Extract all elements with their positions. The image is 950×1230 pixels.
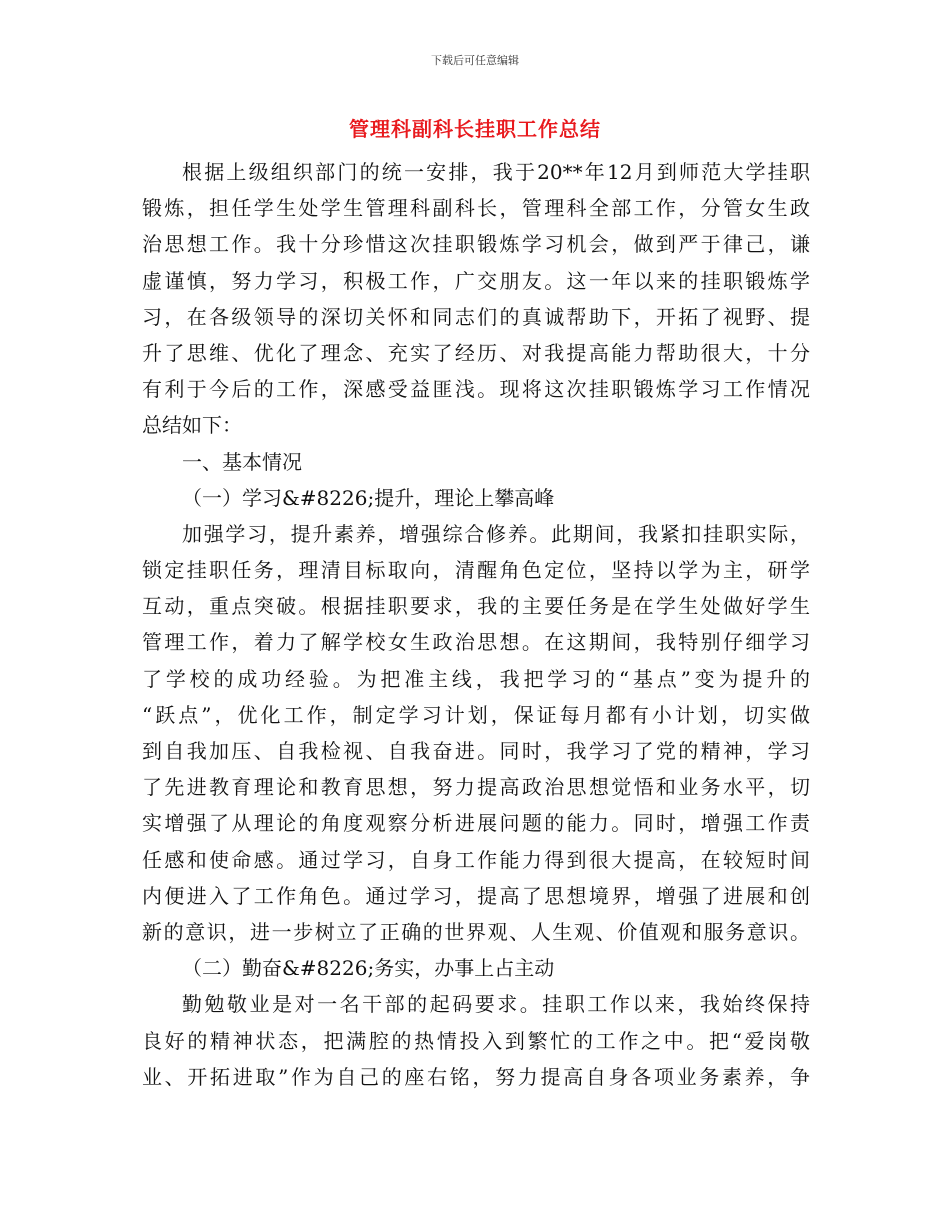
text-line: 虚谨慎，努力学习，积极工作，广交朋友。这一年以来的挂职锻炼学 — [142, 268, 810, 293]
text-line: 加强学习，提升素养，增强综合修养。此期间，我紧扣挂职实际， — [182, 521, 810, 546]
text-line: 业、开拓进取”作为自己的座右铭，努力提高自身各项业务素养，争 — [142, 1064, 810, 1089]
subsection-heading: （二）勤奋&#8226;务实，办事上占主动 — [182, 956, 555, 981]
text-line: 根据上级组织部门的统一安排，我于20**年12月到师范大学挂职 — [182, 160, 810, 184]
text-line: 了先进教育理论和教育思想，努力提高政治思想觉悟和业务水平，切 — [142, 775, 810, 800]
text-line: 互动，重点突破。根据挂职要求，我的主要任务是在学生处做好学生 — [142, 594, 810, 619]
text-line: 到自我加压、自我检视、自我奋进。同时，我学习了党的精神，学习 — [142, 739, 810, 763]
text-line: 内便进入了工作角色。通过学习，提高了思想境界，增强了进展和创 — [142, 883, 810, 908]
text-line: 治思想工作。我十分珍惜这次挂职锻炼学习机会，做到严于律己，谦 — [142, 232, 810, 257]
text-line: 管理工作，着力了解学校女生政治思想。在这期间，我特别仔细学习 — [142, 630, 810, 655]
header-note: 下载后可任意编辑 — [431, 54, 519, 67]
text-line: 锻炼，担任学生处学生管理科副科长，管理科全部工作，分管女生政 — [142, 196, 810, 221]
text-line: 习，在各级领导的深切关怀和同志们的真诚帮助下，开拓了视野、提 — [142, 304, 810, 329]
text-line: 有利于今后的工作，深感受益匪浅。现将这次挂职锻炼学习工作情况 — [142, 377, 810, 402]
text-line: 实增强了从理论的角度观察分析进展问题的能力。同时，增强工作责 — [142, 811, 810, 836]
text-line: 升了思维、优化了理念、充实了经历、对我提高能力帮助很大，十分 — [142, 340, 810, 365]
text-line: “跃点”，优化工作，制定学习计划，保证每月都有小计划，切实做 — [142, 702, 810, 727]
text-line: 良好的精神状态，把满腔的热情投入到繁忙的工作之中。把“爱岗敬 — [142, 1028, 810, 1053]
section-heading: 一、基本情况 — [182, 449, 302, 474]
text-line: 锁定挂职任务，理清目标取向，清醒角色定位，坚持以学为主，研学 — [142, 558, 810, 583]
text-line: 总结如下： — [142, 413, 242, 438]
document-body — [142, 154, 810, 1095]
document-title: 管理科副科长挂职工作总结 — [349, 117, 601, 141]
text-line: 勤勉敬业是对一名干部的起码要求。挂职工作以来，我始终保持 — [182, 992, 810, 1017]
subsection-heading: （一）学习&#8226;提升，理论上攀高峰 — [182, 485, 555, 510]
text-line: 了学校的成功经验。为把准主线，我把学习的“基点”变为提升的 — [142, 666, 810, 691]
text-line: 任感和使命感。通过学习，自身工作能力得到很大提高，在较短时间 — [142, 847, 810, 872]
text-line: 新的意识，进一步树立了正确的世界观、人生观、价值观和服务意识。 — [142, 919, 810, 944]
